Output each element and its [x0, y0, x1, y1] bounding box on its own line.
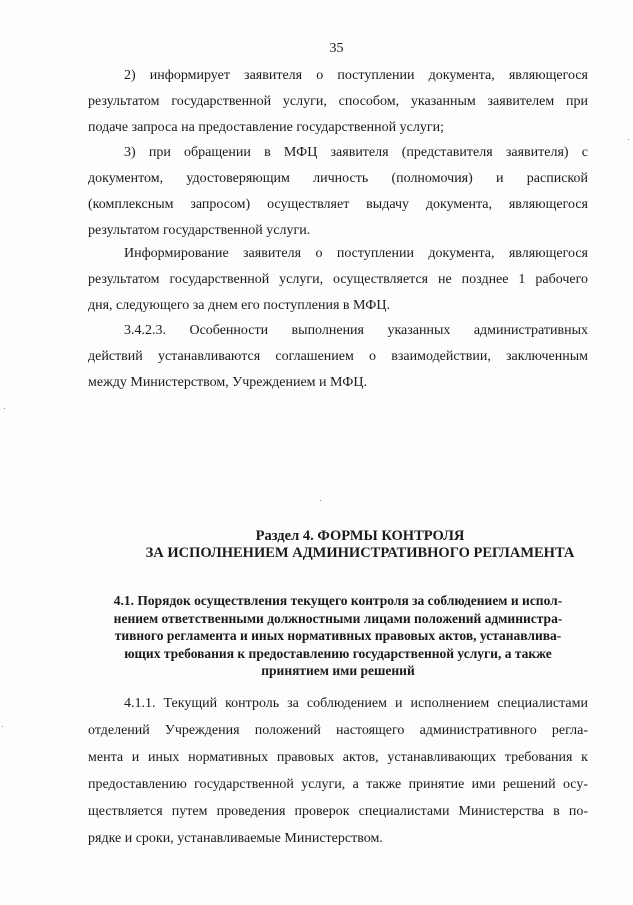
text-line: отделений Учреждения положений настоящего административного регла-: [88, 723, 588, 738]
text-line: результатом государственной услуги, способом, указанным заявителем при: [88, 94, 588, 109]
paragraph-3-4-2-3: [88, 318, 588, 396]
text-line: Информирование заявителя о поступлении документа, являющегося: [124, 246, 588, 261]
scan-speck: [4, 408, 5, 409]
subsection-title-line: тивного регламента и иных нормативных правовых актов, устанавлива-: [114, 628, 562, 643]
scan-speck: [2, 726, 3, 727]
section-title: [88, 528, 588, 562]
paragraph-inform-applicant: [88, 63, 588, 141]
subsection-title-line: 4.1. Порядок осуществления текущего контроля за соблюдением и испол-: [113, 593, 563, 608]
text-line: (комплексным запросом) осуществляет выдачу документа, являющегося: [88, 197, 588, 212]
subsection-title-line: ющих требования к предоставлению государственной услуги, а также: [124, 645, 552, 661]
text-line: действий устанавливаются соглашением о взаимодействии, заключенным: [88, 349, 588, 364]
scan-speck: [320, 500, 321, 501]
text-line: между Министерством, Учреждением и МФЦ.: [88, 375, 367, 390]
text-line: предоставлению государственной услуги, а также принятие ими решений осу-: [88, 777, 588, 792]
scan-speck: [628, 139, 629, 140]
paragraph-informing-deadline: [88, 241, 588, 319]
text-line: результатом государственной услуги.: [88, 223, 311, 238]
text-line: 3) при обращении в МФЦ заявителя (представителя заявителя) с: [124, 145, 588, 160]
text-line: 4.1.1. Текущий контроль за соблюдением и исполнением специалистами: [124, 696, 588, 711]
page-number: 35: [329, 41, 344, 56]
text-line: 2) информирует заявителя о поступлении документа, являющегося: [124, 68, 588, 83]
text-line: подаче запроса на предоставление государственной услуги;: [88, 120, 444, 135]
text-line: дня, следующего за днем его поступления в МФЦ.: [88, 298, 390, 313]
section-title-line-1: Раздел 4. ФОРМЫ КОНТРОЛЯ: [255, 528, 465, 544]
subsection-title-line: нением ответственными должностными лицами положений администра-: [113, 610, 563, 626]
text-line: ществляется путем проведения проверок специалистами Министерства в по-: [88, 804, 588, 819]
text-line: результатом государственной услуги, осуществляется не позднее 1 рабочего: [88, 272, 588, 287]
paragraph-mfc-issue: [88, 140, 588, 244]
subsection-title-line: принятием ими решений: [261, 663, 415, 678]
text-line: мента и иных нормативных правовых актов, устанавливающих требования к: [88, 750, 588, 765]
text-line: документом, удостоверяющим личность (полномочия) и распиской: [88, 171, 588, 186]
subsection-title: [88, 592, 588, 680]
section-title-line-2: ЗА ИСПОЛНЕНИЕМ АДМИНИСТРАТИВНОГО РЕГЛАМЕНТА: [145, 545, 575, 561]
paragraph-4-1-1: [88, 690, 588, 852]
text-line: рядке и сроки, устанавливаемые Министерством.: [88, 831, 383, 846]
text-line: 3.4.2.3. Особенности выполнения указанных административных: [124, 323, 588, 338]
